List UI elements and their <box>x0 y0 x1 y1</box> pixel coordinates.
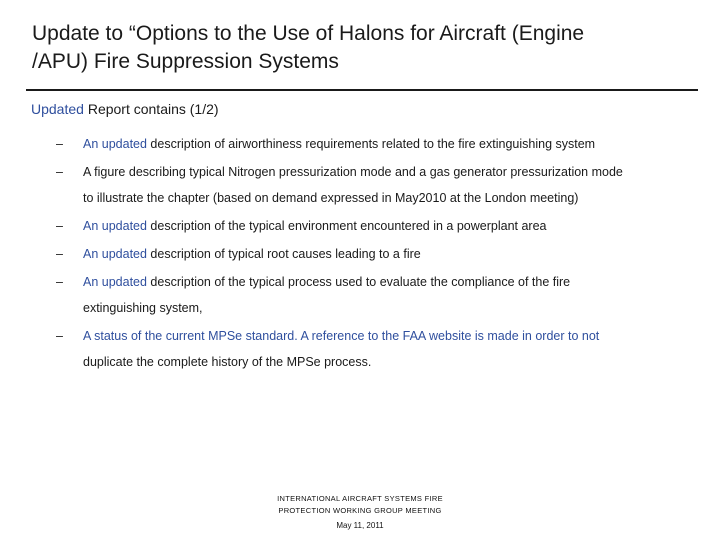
section-subheading <box>31 100 219 118</box>
bullet-dash: – <box>56 137 63 151</box>
bullet-line: A figure describing typical Nitrogen pressurization mode and a gas generator pressurization mode <box>83 165 623 179</box>
bullet-line: description of airworthiness requirements related to the fire extinguishing system <box>146 137 596 151</box>
footer-meeting-name <box>230 493 490 517</box>
bullet-dash: – <box>56 165 63 179</box>
bullet-accent: An updated <box>83 219 147 233</box>
bullet-accent: An updated <box>83 247 147 261</box>
footer-line-2: PROTECTION WORKING GROUP MEETING <box>278 506 442 515</box>
bullet-line: extinguishing system, <box>83 301 203 315</box>
bullet-dash: – <box>56 247 63 261</box>
bullet-dash: – <box>56 219 63 233</box>
bullet-line: description of typical root causes leading to a fire <box>146 247 421 261</box>
bullet-item <box>56 323 706 375</box>
title-line-1: Update to “Options to the Use of Halons for Aircraft (Engine <box>32 22 585 45</box>
footer-line-1: INTERNATIONAL AIRCRAFT SYSTEMS FIRE <box>277 494 443 503</box>
bullet-accent: An updated <box>83 275 147 289</box>
bullet-item <box>56 241 706 267</box>
title-divider <box>26 89 698 91</box>
title-line-2: /APU) Fire Suppression Systems <box>32 50 339 73</box>
bullet-accent: A status of the current MPSe standard. A reference to the FAA website is made in order to not <box>83 329 600 343</box>
bullet-item <box>56 213 706 239</box>
bullet-accent: An updated <box>83 137 147 151</box>
bullet-line: description of the typical environment encountered in a powerplant area <box>146 219 547 233</box>
subheading-text: Report contains (1/2) <box>83 101 219 117</box>
subheading-accent: Updated <box>31 101 84 117</box>
bullet-item <box>56 159 706 211</box>
bullet-line: to illustrate the chapter (based on demand expressed in May2010 at the London meeting) <box>83 191 579 205</box>
bullet-list <box>56 131 706 377</box>
bullet-item <box>56 131 706 157</box>
bullet-dash: – <box>56 329 63 343</box>
bullet-line: duplicate the complete history of the MPSe process. <box>83 355 372 369</box>
slide-title <box>32 20 692 76</box>
bullet-dash: – <box>56 275 63 289</box>
bullet-line: description of the typical process used to evaluate the compliance of the fire <box>146 275 571 289</box>
bullet-item <box>56 269 706 321</box>
footer-date: May 11, 2011 <box>336 521 384 530</box>
